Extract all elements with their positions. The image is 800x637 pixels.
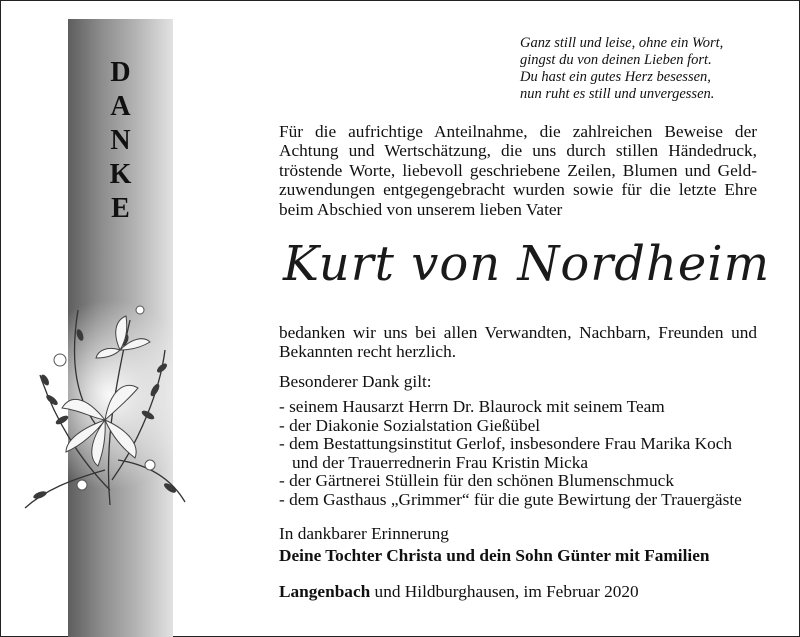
remembrance-line: In dankbarer Erinnerung <box>279 524 449 543</box>
list-item: - seinem Hausarzt Herrn Dr. Blaurock mit seinem Team <box>279 397 665 416</box>
danke-letter: K <box>109 159 132 190</box>
intro-line: tröstende Worte, liebevoll geschriebene Zeilen, Blumen und Geld- <box>279 160 757 180</box>
thanks-line: bedanken wir uns bei allen Verwandten, Nachbarn, Freunden und <box>279 323 757 342</box>
thanks-line: Bekannten recht herzlich. <box>279 342 457 362</box>
poem-line: Ganz still und leise, ohne ein Wort, <box>520 35 724 51</box>
list-item: - dem Gasthaus „Grimmer“ für die gute Bewirtung der Trauergäste <box>279 489 742 509</box>
intro-line: Für die aufrichtige Anteilnahme, die zahlreichen Beweise der <box>279 122 757 141</box>
danke-letter: N <box>110 125 131 156</box>
danke-letter: E <box>111 193 130 224</box>
thanks-paragraph <box>279 323 757 362</box>
special-thanks-list <box>279 398 742 510</box>
intro-line: zuwendungen entgegengebracht wurden sowie für die letzte Ehre <box>279 180 757 200</box>
family-signature: Deine Tochter Christa und dein Sohn Günter mit Familien <box>279 546 710 565</box>
poem-line: gingst du von deinen Lieben fort. <box>520 52 712 68</box>
intro-line: beim Abschied von unserem lieben Vater <box>279 199 563 219</box>
danke-heading <box>68 56 173 226</box>
danke-letter: A <box>110 91 131 122</box>
place-date-line <box>279 582 639 601</box>
special-thanks-heading: Besonderer Dank gilt: <box>279 372 432 391</box>
place-name: Langenbach <box>279 582 371 601</box>
poem-line: nun ruht es still und unvergessen. <box>520 86 715 102</box>
list-item: - der Gärtnerei Stüllein für den schönen Blumenschmuck <box>279 471 674 491</box>
intro-paragraph <box>279 122 757 219</box>
intro-line: Achtung und Wertschätzung, die uns durch stillen Händedruck, <box>279 141 757 161</box>
poem-line: Du hast ein gutes Herz besessen, <box>520 69 711 85</box>
list-item: - dem Bestattungsinstitut Gerlof, insbesondere Frau Marika Koch <box>279 434 733 454</box>
lily-bouquet-image <box>0 280 190 520</box>
danke-letter: D <box>110 57 131 88</box>
list-item: - der Diakonie Sozialstation Gießübel <box>279 415 541 435</box>
deceased-name: Kurt von Nordheim <box>283 236 771 292</box>
place-date-text: und Hildburghausen, im Februar 2020 <box>370 582 639 601</box>
memorial-poem <box>520 35 760 103</box>
list-item: und der Trauerrednerin Frau Kristin Micka <box>279 452 589 472</box>
